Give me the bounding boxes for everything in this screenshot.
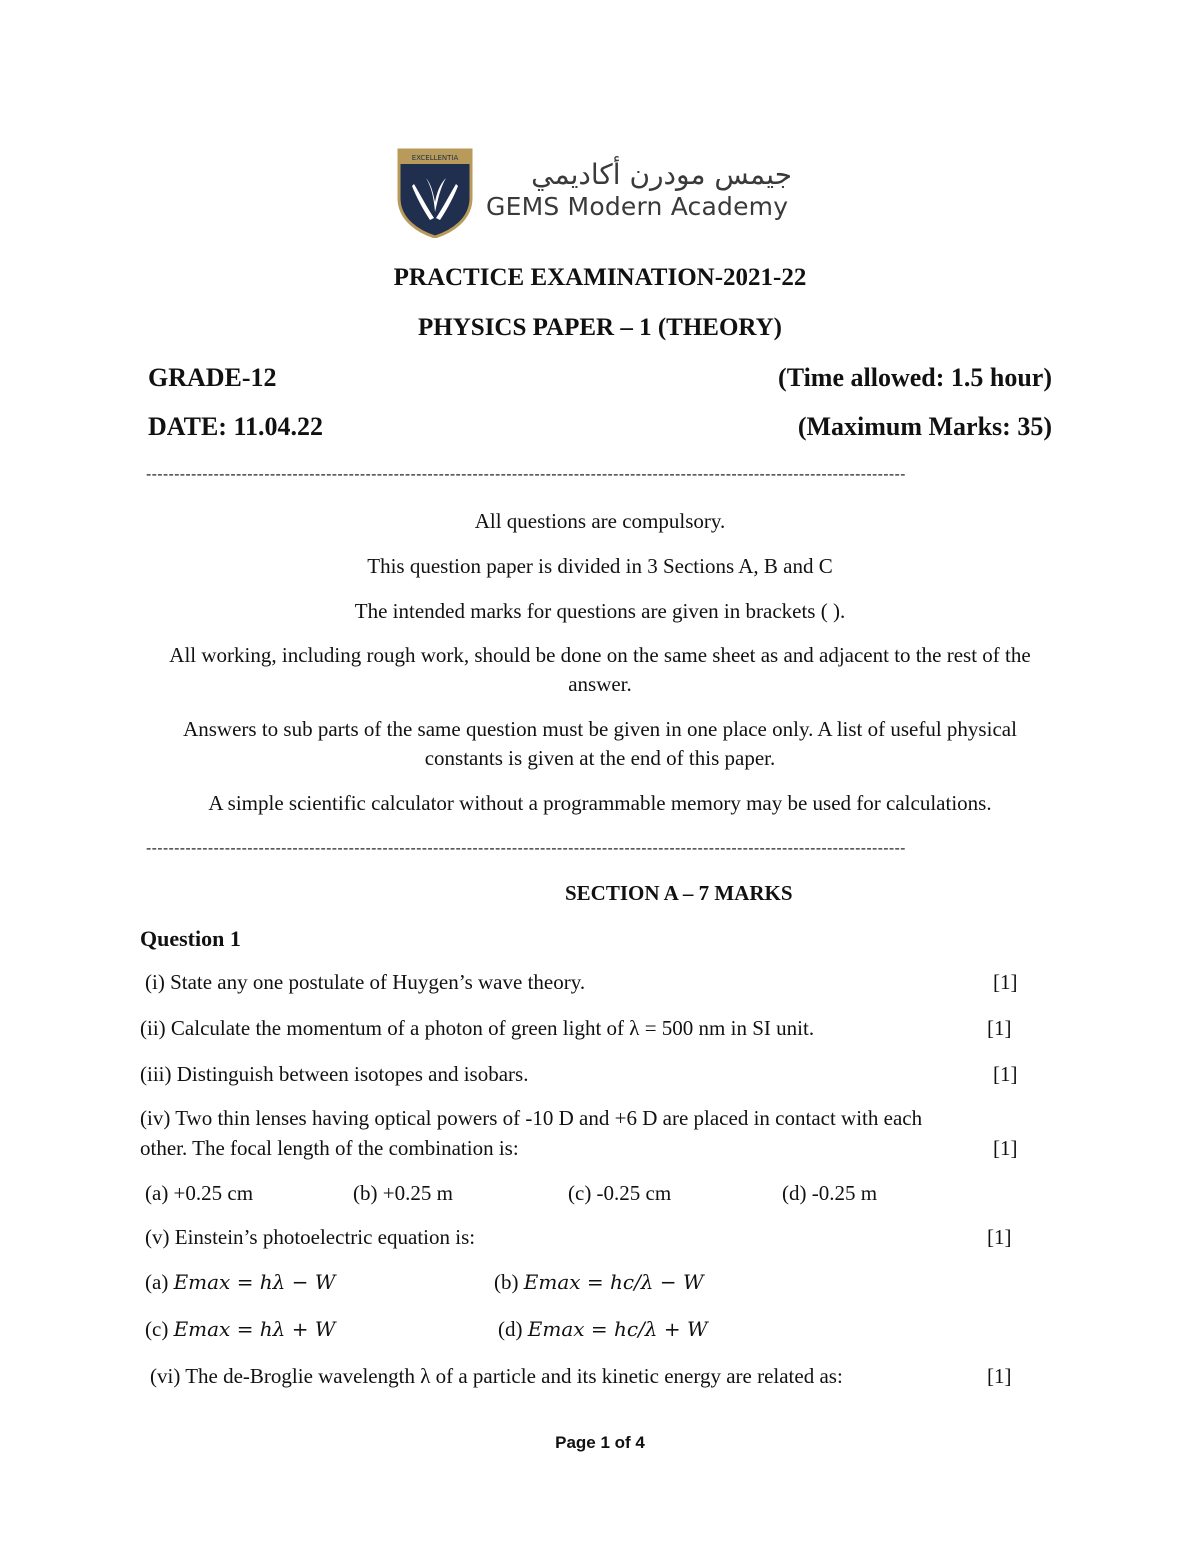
paper-title: PHYSICS PAPER – 1 (THEORY) bbox=[418, 314, 782, 341]
grade-label: GRADE-12 bbox=[148, 363, 277, 392]
marks-v: [1] bbox=[987, 1225, 1012, 1249]
separator-line-bottom: --------------------------------------------------------------------------------------------------------------------------------------- bbox=[146, 840, 906, 857]
page-number: Page 1 of 4 bbox=[555, 1433, 645, 1452]
instruction-4: All working, including rough work, should be done on the same sheet as and adjacent to the rest of the answer. bbox=[169, 643, 1031, 696]
instruction-1: All questions are compulsory. bbox=[474, 509, 726, 533]
option-iv-a: (a) +0.25 cm bbox=[145, 1181, 254, 1205]
school-logo bbox=[396, 148, 796, 240]
option-v-b-label: (b) bbox=[494, 1270, 519, 1294]
max-marks: (Maximum Marks: 35) bbox=[797, 412, 1052, 441]
option-iv-d: (d) -0.25 m bbox=[782, 1181, 878, 1205]
school-crest-icon bbox=[396, 148, 474, 238]
question-item-iii: (iii) Distinguish between isotopes and isobars. bbox=[140, 1062, 529, 1086]
instruction-3: The intended marks for questions are given in brackets ( ). bbox=[354, 599, 846, 623]
logo-banner-text: EXCELLENTIA bbox=[411, 154, 459, 162]
option-v-c bbox=[145, 1317, 335, 1342]
question-item-i: (i) State any one postulate of Huygen’s wave theory. bbox=[145, 970, 586, 994]
instruction-2: This question paper is divided in 3 Sections A, B and C bbox=[367, 554, 833, 578]
option-v-a-label: (a) bbox=[145, 1270, 169, 1294]
option-v-a bbox=[145, 1270, 335, 1295]
exam-date: DATE: 11.04.22 bbox=[148, 412, 324, 441]
section-title: SECTION A – 7 MARKS bbox=[565, 881, 793, 905]
option-iv-b: (b) +0.25 m bbox=[353, 1181, 453, 1205]
option-v-d-label: (d) bbox=[498, 1317, 523, 1341]
marks-vi: [1] bbox=[987, 1364, 1012, 1388]
marks-iii: [1] bbox=[993, 1062, 1018, 1086]
question-item-vi: (vi) The de-Broglie wavelength λ of a particle and its kinetic energy are related as: bbox=[150, 1364, 843, 1388]
marks-i: [1] bbox=[993, 970, 1018, 994]
option-v-b bbox=[494, 1270, 704, 1295]
instruction-6: A simple scientific calculator without a programmable memory may be used for calculations. bbox=[208, 791, 992, 815]
option-v-a-equation: Emax = hλ − W bbox=[173, 1270, 336, 1294]
logo-english-text: GEMS Modern Academy bbox=[486, 192, 789, 221]
exam-title: PRACTICE EXAMINATION-2021-22 bbox=[393, 264, 807, 291]
question-label: Question 1 bbox=[140, 926, 241, 951]
separator-line-top: --------------------------------------------------------------------------------------------------------------------------------------- bbox=[146, 466, 906, 483]
question-item-iv-line1: (iv) Two thin lenses having optical powers of -10 D and +6 D are placed in contact with each bbox=[140, 1106, 923, 1130]
question-item-v: (v) Einstein’s photoelectric equation is: bbox=[145, 1225, 476, 1249]
marks-iv: [1] bbox=[993, 1136, 1018, 1160]
option-v-c-label: (c) bbox=[145, 1317, 169, 1341]
time-allowed: (Time allowed: 1.5 hour) bbox=[778, 363, 1052, 392]
question-item-ii: (ii) Calculate the momentum of a photon of green light of λ = 500 nm in SI unit. bbox=[140, 1016, 815, 1040]
logo-arabic-text: جيمس مودرن أكاديمي bbox=[531, 158, 792, 191]
question-item-iv-line2: other. The focal length of the combination is: bbox=[140, 1136, 519, 1160]
option-iv-c: (c) -0.25 cm bbox=[568, 1181, 672, 1205]
option-v-d-equation: Emax = hc/λ + W bbox=[527, 1317, 708, 1341]
option-v-c-equation: Emax = hλ + W bbox=[173, 1317, 336, 1341]
option-v-d bbox=[498, 1317, 708, 1342]
marks-ii: [1] bbox=[987, 1016, 1012, 1040]
option-v-b-equation: Emax = hc/λ − W bbox=[523, 1270, 704, 1294]
instruction-5: Answers to sub parts of the same question must be given in one place only. A list of useful physical constants is given at the end of this paper. bbox=[183, 717, 1017, 770]
